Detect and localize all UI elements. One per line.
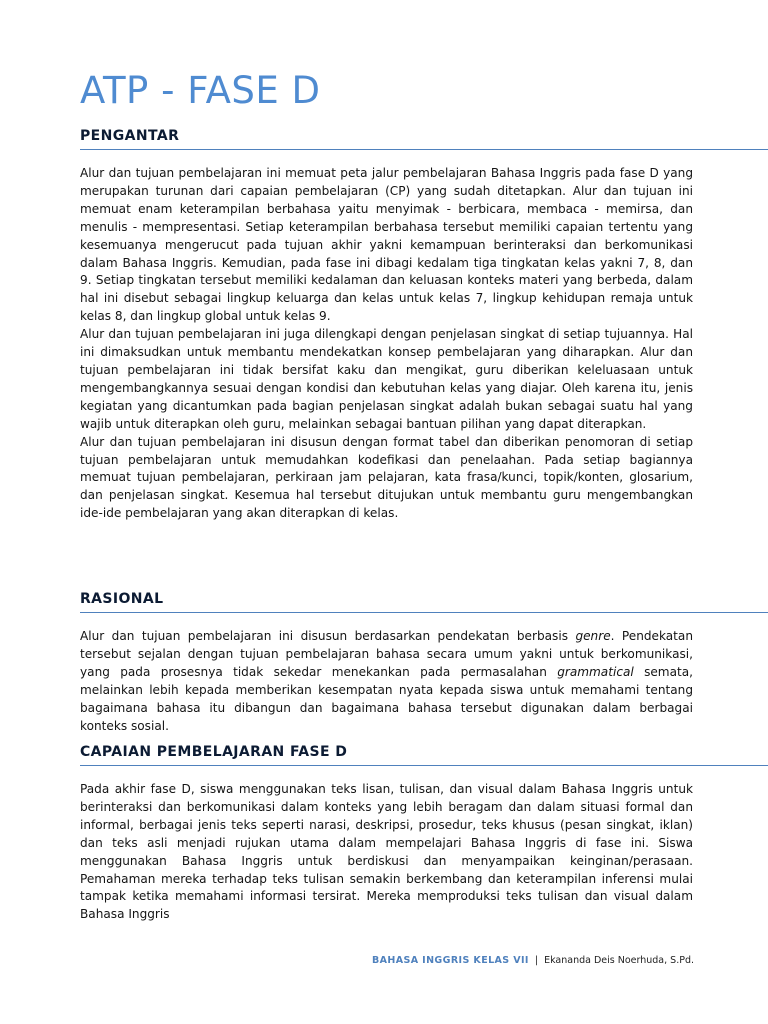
paragraph: Pada akhir fase D, siswa menggunakan teks lisan, tulisan, dan visual dalam Bahasa Inggris untuk berinteraksi dan berkomunikasi dalam konteks yang lebih beragam dan dalam situasi formal dan informal, berbagai jenis teks seperti narasi, deskripsi, prosedur, teks khusus (pesan singkat, iklan) dan teks asli menjadi rujukan utama dalam mempelajari Bahasa Inggris di fase ini. Siswa menggunakan Bahasa Inggris untuk berdiskusi dan menyampaikan keinginan/perasaan. Pemahaman mereka terhadap teks tulisan semakin berkembang dan keterampilan inferensi mulai tampak ketika memahami informasi tersirat. Mereka memproduksi teks tulisan dan visual dalam Bahasa Inggris [80,782,693,922]
footer-subject: BAHASA INGGRIS KELAS VII [371,955,529,966]
text-run: . Pendekatan tersebut sejalan dengan tujuan pembelajaran bahasa secara umum yakni untuk berkomunikasi, yang pada prosesnya tidak sekedar menekankan pada permasalahan [80,629,693,679]
paragraph: Alur dan tujuan pembelajaran ini disusun dengan format tabel dan diberikan penomoran di setiap tujuan pembelajaran untuk memudahkan kodefikasi dan penelaahan. Pada setiap bagiannya memuat tujuan pembelajaran, perkiraan jam pelajaran, kata frasa/kunci, topik/konten, glosarium, dan penjelasan singkat. Kesemua hal tersebut ditujukan untuk membantu guru mengembangkan ide-ide pembelajaran yang akan diterapkan di kelas. [80,434,693,521]
footer-separator: | [534,955,539,966]
footer-author: Ekananda Deis Noerhuda, S.Pd. [544,955,694,966]
italic-term-grammatical: grammatical [557,664,634,679]
section-heading-capaian: CAPAIAN PEMBELAJARAN FASE D [80,743,768,766]
text-run: Alur dan tujuan pembelajaran ini disusun berdasarkan pendekatan berbasis [80,629,576,643]
text-run: semata, melainkan lebih kepada memberikan kesempatan nyata kepada siswa untuk memahami tentang bagaimana bahasa itu dibangun dan bagaimana bahasa tersebut digunakan dalam berbagai konteks sosial. [80,664,693,733]
section-pengantar [80,127,768,523]
section-heading-rasional: RASIONAL [80,590,768,613]
section-body-pengantar [80,165,693,523]
document-title: ATP - FASE D [80,69,321,112]
italic-term-genre: genre [575,629,611,643]
paragraph: Alur dan tujuan pembelajaran ini juga dilengkapi dengan penjelasan singkat di setiap tujuannya. Hal ini dimaksudkan untuk membantu mendekatkan konsep pembelajaran yang diharapkan. Alur dan tujuan pembelajaran ini tidak bersifat kaku dan mengikat, guru diberikan keleluasaan untuk mengembangkannya sesuai dengan kondisi dan kebutuhan kelas yang diajar. Oleh karena itu, jenis kegiatan yang dicantumkan pada bagian penjelasan singkat adalah bukan sebagai suatu hal yang wajib untuk diterapkan oleh guru, melainkan sebagai bantuan pilihan yang dapat diterapkan. [80,327,693,431]
paragraph: Alur dan tujuan pembelajaran ini memuat peta jalur pembelajaran Bahasa Inggris pada fase D yang merupakan turunan dari capaian pembelajaran (CP) yang sudah ditetapkan. Alur dan tujuan ini memuat enam keterampilan berbahasa yaitu menyimak - berbicara, membaca - memirsa, dan menulis - mempresentasi. Setiap keterampilan berbahasa tersebut memiliki capaian tertentu yang kesemuanya mengerucut pada tujuan akhir yakni kemampuan berinteraksi dan berkomunikasi dalam Bahasa Inggris. Kemudian, pada fase ini dibagi kedalam tiga tingkatan kelas yakni 7, 8, dan 9. Setiap tingkatan tersebut memiliki kedalaman dan keluasan konteks materi yang berbeda, dalam hal ini disebut sebagai lingkup keluarga dan kelas untuk kelas 7, lingkup kehidupan remaja untuk kelas 8, dan lingkup global untuk kelas 9. [80,166,693,324]
section-capaian [80,743,768,924]
page-footer [372,954,694,968]
section-body-capaian [80,781,693,924]
section-heading-pengantar: PENGANTAR [80,127,768,150]
paragraph [80,628,693,735]
section-rasional [80,590,768,735]
section-body-rasional [80,628,693,735]
